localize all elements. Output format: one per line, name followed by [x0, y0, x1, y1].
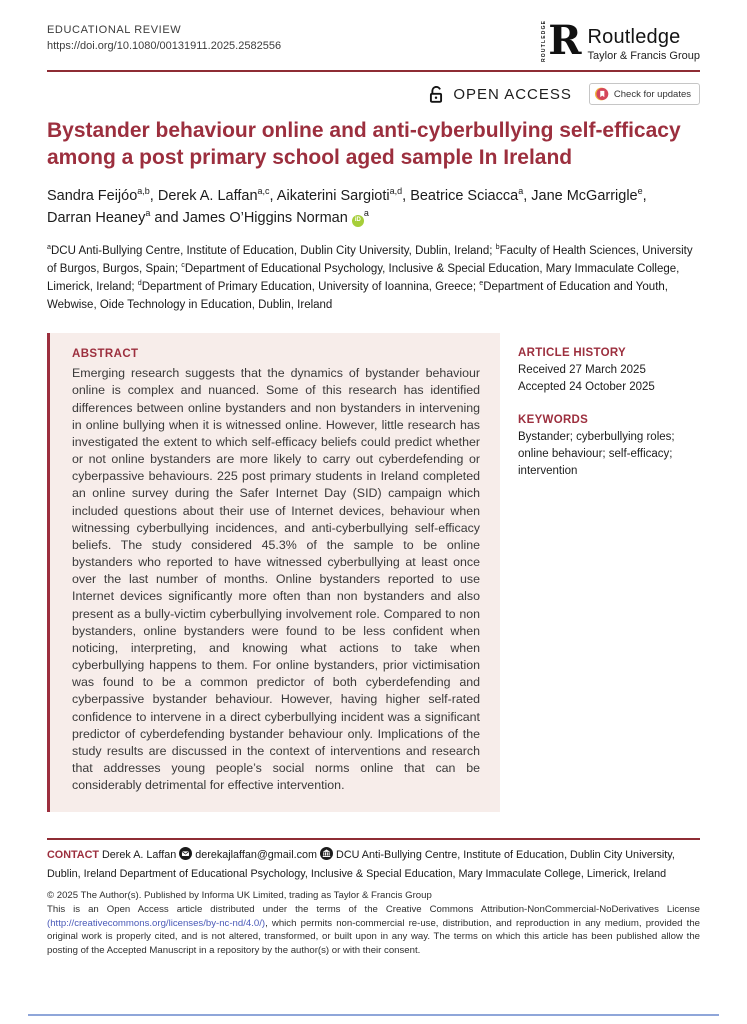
footer: [47, 838, 700, 957]
affiliation-sup: c: [181, 260, 185, 269]
contact-email-link[interactable]: derekajlaffan@gmail.com: [195, 849, 318, 862]
article-meta-sidebar: [518, 333, 700, 812]
author-affiliation-sup: a: [145, 208, 151, 219]
institution-icon: [320, 847, 333, 866]
contact-line: [47, 847, 700, 882]
received-date: Received 27 March 2025: [518, 364, 646, 377]
publisher-wordmark: [588, 26, 700, 62]
keywords-heading: KEYWORDS: [518, 413, 589, 426]
license-text-pre: This is an Open Access article distributed under the terms of the Creative Commons Attribution-NonCommercial-NoDerivatives License: [47, 903, 700, 915]
routledge-logo: [541, 17, 700, 64]
email-icon: [179, 847, 192, 866]
masthead: [47, 17, 700, 64]
author-list: Sandra Feijóo$^{a,b}$, Derek A. Laffan$^{a,c}$, Aikaterini Sargioti$^{a,d}$, Beatrice Sciacca$^a$, Jane McGarrigle$^e$, Darran Heaney$^a$ and James O’Higgins Norman $iD^a$: [47, 185, 647, 227]
author-affiliation-sup: a: [363, 208, 369, 219]
license-paragraph: [47, 903, 700, 957]
keywords-block: [518, 414, 700, 481]
affiliation-sup: a: [47, 242, 51, 251]
author-name: Darran Heaney: [47, 210, 146, 227]
header-rule: [47, 70, 700, 72]
open-access-row: [47, 83, 700, 105]
abstract-section: [47, 333, 700, 812]
affiliation-sup: b: [495, 242, 500, 251]
author-name: Jane McGarrigle: [531, 187, 638, 204]
journal-name: EDUCATIONAL REVIEW: [47, 24, 182, 36]
abstract-text: Emerging research suggests that the dynamics of bystander behaviour online is complex and nuanced. Some of this research has identified differences between online bystanders and non bystanders in intervening in online bullying when it is witnessed online. However, little research has investigated the extent to which self-efficacy beliefs could predict whether or not online bystanders are more likely to carry out cyberdefending or cyberpassive behaviours. 225 post primary students in Ireland completed an online survey during the Safer Internet Day (SID) campaign which included questions about their use of Internet devices, behaviour when witnessing cyberbullying incidences, and anti-cyberbullying self-efficacy beliefs. The study considered 45.3% of the sample to be online bystanders who reported to have witnessed cyberbullying at least once over the last number of months. Online bystanders reported to use Internet devices significantly more often than non bystanders and also present as a bully-victim cyberbullying involvement role. Compared to non bystanders, online bystanders were found to be less confident when noticing, interpreting, and knowing what actions to take when cyberbullying happens to them. For online bystanders, prior victimisation was found to be a common predictor of both cyberdefending and cyberpassive bystander behaviour. However, having higher self-rated confidence to intervene in a direct cyberbullying incident was a significant predictor of cyberdefending bystander behaviour only. Implications of the study results are discussed in the context of interventions and research that addresses young people’s social norms online that can be considerably detrimental for effective intervention.: [72, 366, 480, 793]
author-affiliation-sup: a: [518, 185, 524, 196]
affiliation-sup: d: [137, 279, 142, 288]
orcid-icon[interactable]: iD: [352, 215, 364, 227]
affiliation-list: $^a$DCU Anti-Bullying Centre, Institute of Education, Dublin City University, Dublin, Ireland; $^b$Faculty of Health Sciences, University of Burgos, Burgos, Spain; $^c$Department of Educational Psychology, Inclusive & Special Education, Mary Immaculate College, Limerick, Ireland; $^d$Department of Primary Education, University of Ioannina, Greece; $^e$Department of Education and Youth, Webwise, Oide Technology in Education, Dublin, Ireland: [47, 242, 693, 311]
doi-link[interactable]: https://doi.org/10.1080/00131911.2025.2582556: [47, 40, 282, 52]
routledge-vertical-text: ROUTLEDGE: [541, 19, 548, 62]
open-access-label: OPEN ACCESS: [453, 85, 572, 103]
open-lock-icon: [428, 85, 444, 104]
author-name: Sandra Feijóo: [47, 187, 138, 204]
article-history-heading: ARTICLE HISTORY: [518, 347, 627, 360]
author-name: Derek A. Laffan: [157, 187, 258, 204]
affiliation-sup: e: [479, 279, 484, 288]
contact-address: DCU Anti-Bullying Centre, Institute of Education, Dublin City University, Dublin, Ireland Department of Educational Psychology, Inclusive & Special Education, Mary Immaculate College, Limerick, Ireland: [47, 849, 675, 881]
license-link[interactable]: (http://creativecommons.org/licenses/by-nc-nd/4.0/): [47, 917, 266, 929]
crossmark-icon: [595, 87, 609, 101]
author-affiliation-sup: a,b: [137, 185, 150, 196]
author-name: James O’Higgins Norman: [182, 210, 348, 227]
copyright-line: © 2025 The Author(s). Published by Informa UK Limited, trading as Taylor & Francis Group: [47, 889, 432, 901]
author-affiliation-sup: a,c: [257, 185, 270, 196]
publisher-name: Routledge: [587, 26, 681, 48]
publisher-tagline: Taylor & Francis Group: [587, 50, 700, 62]
contact-label: CONTACT: [47, 849, 99, 862]
author-affiliation-sup: a,d: [389, 185, 403, 196]
author-affiliation-sup: e: [637, 185, 643, 196]
keywords-text: Bystander; cyberbullying roles; online behaviour; self-efficacy; intervention: [518, 430, 675, 478]
routledge-r-mark: [541, 17, 582, 64]
license-text-post: , which permits non-commercial re-use, distribution, and reproduction in any medium, provided the original work is properly cited, and is not altered, transformed, or built upon in any way. The terms on which this article has been published allow the posting of the Accepted Manuscript in a repository by the author(s) or with their consent.: [47, 917, 700, 956]
abstract-box: [47, 333, 500, 812]
contact-name: Derek A. Laffan: [101, 849, 177, 862]
author-name: Beatrice Sciacca: [410, 187, 519, 204]
abstract-heading: ABSTRACT: [72, 348, 139, 361]
routledge-r-letter: R: [548, 17, 582, 64]
article-title: Bystander behaviour online and anti-cyberbullying self-efficacy among a post primary school aged sample In Ireland: [47, 119, 681, 170]
page-bottom-rule: [28, 1014, 719, 1016]
check-updates-label: Check for updates: [613, 88, 691, 100]
accepted-date: Accepted 24 October 2025: [518, 381, 655, 394]
contact-rule: [47, 838, 700, 840]
check-updates-button[interactable]: [589, 83, 700, 105]
journal-block: [47, 24, 281, 54]
author-name: Aikaterini Sargioti: [276, 187, 390, 204]
